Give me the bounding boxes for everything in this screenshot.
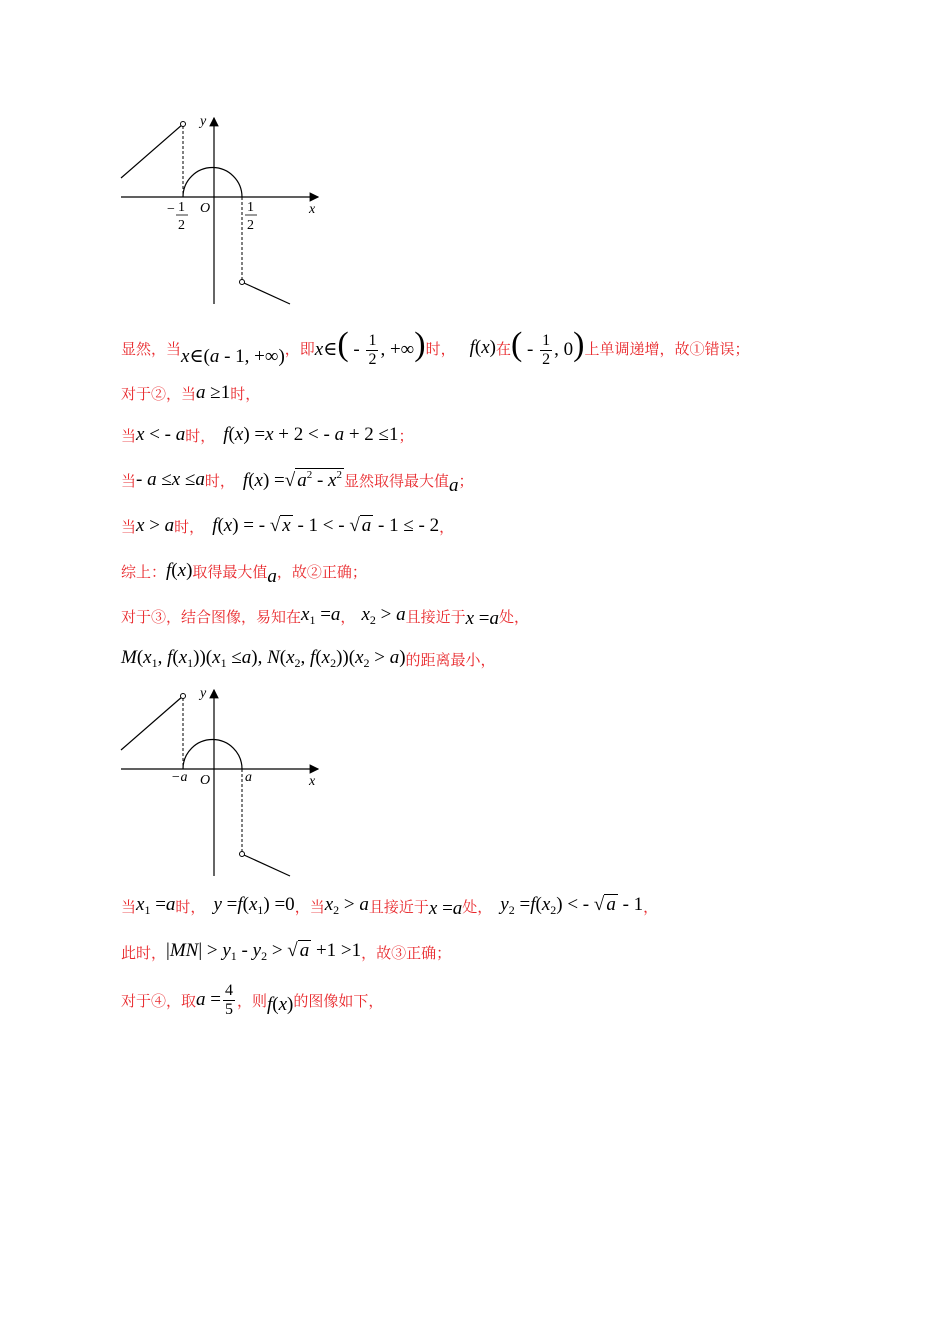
text-line-5: 当 x > a 时， f(x) = - √ x - 1 < - √ a - 1 ≤ - 2 ， [121, 515, 455, 536]
left-tick-den: 2 [178, 218, 185, 233]
open-point-right [240, 280, 245, 285]
function-graph-1 [118, 112, 328, 307]
text-line-9: 当 $x_1 =a$ 时， $y =f(x_1) =0$ ，当 $x_2 > a$ 且接近于 x =a 处， $y_2 =f(x_2)$ < - √ a - 1 ， [121, 894, 659, 919]
text-line-2: 对于②，当 a ≥1 时， [121, 382, 261, 403]
open-point-left [181, 122, 186, 127]
y-label: y [200, 686, 207, 701]
left-tick-num: 1 [178, 200, 185, 215]
right-tick-label: a [245, 770, 252, 785]
text-line-4: 当 - a ≤x ≤a 时， f(x) =√ $a^2 - x^2$ 显然取得最大值 a ； [121, 469, 474, 496]
open-point-right [240, 852, 245, 857]
right-tick-num: 1 [247, 200, 254, 215]
origin-label: O [200, 773, 211, 788]
text-line-7: 对于③，结合图像，易知在 $x_1 =a$ ， $x_2 > a$ 且接近于 x =a 处， [121, 604, 530, 629]
text-line-10: 此时， $|MN| > y_1 - y_2$ > √ a +1 >1 ，故③正确； [121, 940, 452, 963]
text-line-1: 显然，当 x∈(a - 1, +∞) ，即 x∈( - $\frac{1}{2}$ , +∞) 时， f(x) 在 ( - $\frac{1}{2}$ , 0) 上单调递增，故①错误； [121, 326, 750, 369]
x-label: x [309, 202, 316, 217]
origin-label: O [200, 201, 211, 216]
x-label: x [309, 774, 316, 789]
right-tick-den: 2 [247, 218, 254, 233]
right-curve [244, 855, 290, 876]
left-segment [121, 696, 183, 750]
open-point-left [181, 694, 186, 699]
text-line-3: 当 x < - a 时， f(x) =x + 2 < - a + 2 ≤1 ； [121, 424, 414, 445]
left-segment [121, 124, 183, 178]
text-line-6: 综上： f(x) 取得最大值 a ，故②正确； [121, 560, 367, 587]
text-line-8: $M(x_1$, $f(x_1))(x_1 \le a)$, $N(x_2$, $f(x_2))(x_2 > a)$ 的距离最小， [121, 647, 496, 670]
semicircle [183, 168, 242, 197]
y-label: y [200, 114, 207, 129]
right-curve [244, 283, 290, 304]
semicircle [183, 740, 242, 769]
function-graph-2 [118, 684, 328, 879]
text-line-11: 对于④，取 a = $\frac{4}{5}$ ，则 f(x) 的图像如下， [121, 982, 384, 1018]
left-tick-sign: − [167, 202, 175, 217]
left-tick-label: −a [171, 770, 188, 785]
